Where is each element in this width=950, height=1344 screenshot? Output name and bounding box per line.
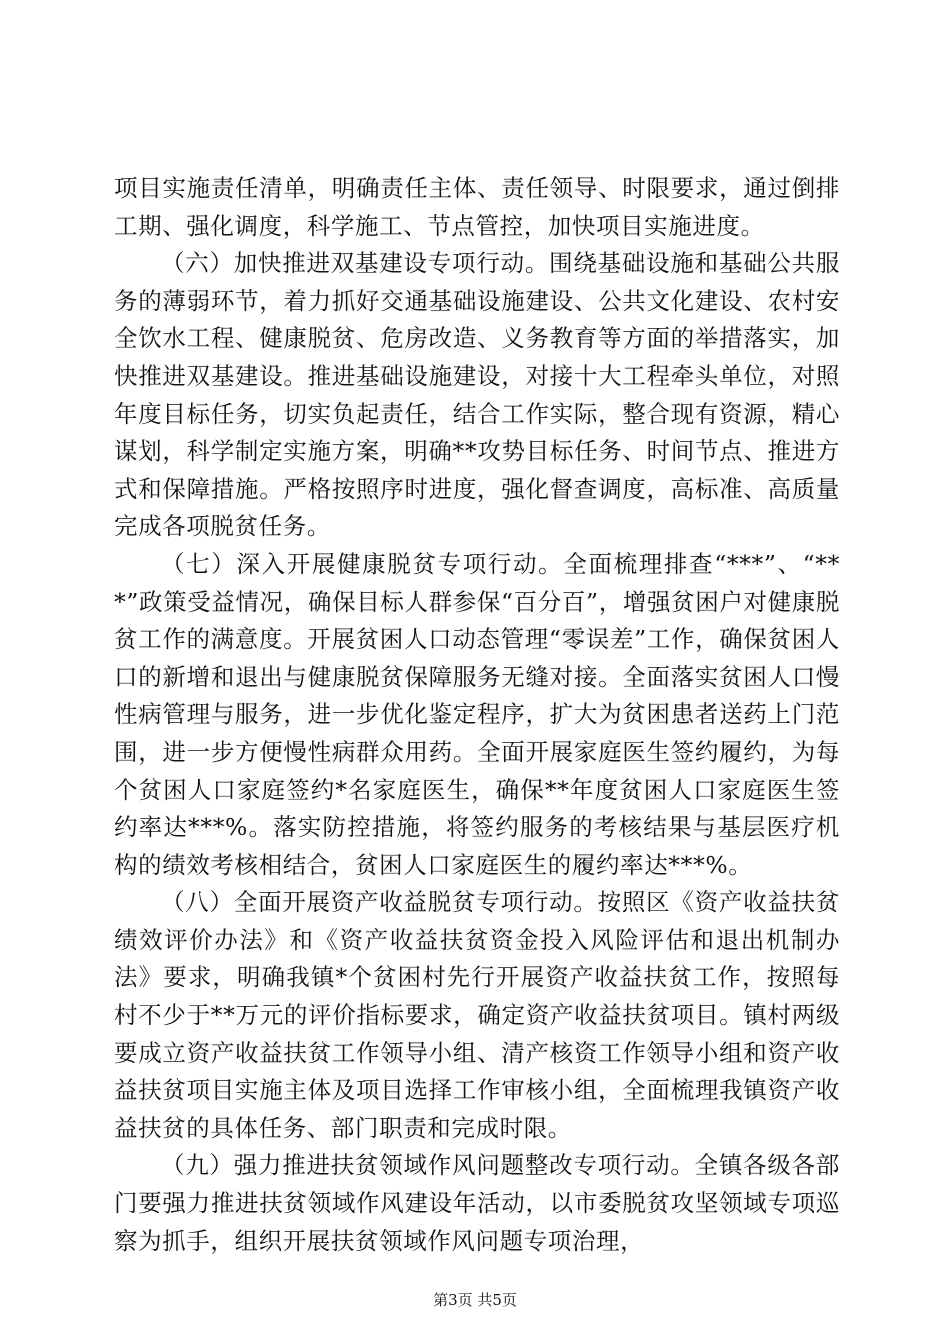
paragraph-continuation: 项目实施责任清单，明确责任主体、责任领导、时限要求，通过倒排工期、强化调度，科学施工、节点管控，加快项目实施进度。 xyxy=(114,174,840,240)
paragraph-section-6: （六）加快推进双基建设专项行动。围绕基础设施和基础公共服务的薄弱环节，着力抓好交通基础设施建设、公共文化建设、农村安全饮水工程、健康脱贫、危房改造、义务教育等方面的举措落实，加快推进双基建设。推进基础设施建设，对接十大工程牵头单位，对照年度目标任务，切实负起责任，结合工作实际，整合现有资源，精心谋划，科学制定实施方案，明确**攻势目标任务、时间节点、推进方式和保障措施。严格按照序时进度，强化督查调度，高标准、高质量完成各项脱贫任务。 xyxy=(114,249,840,541)
paragraph-section-7: （七）深入开展健康脱贫专项行动。全面梳理排查“***”、“***”政策受益情况，确保目标人群参保“百分百”，增强贫困户对健康脱贫工作的满意度。开展贫困人口动态管理“零误差”工作，确保贫困人口的新增和退出与健康脱贫保障服务无缝对接。全面落实贫困人口慢性病管理与服务，进一步优化鉴定程序，扩大为贫困患者送药上门范围，进一步方便慢性病群众用药。全面开展家庭医生签约履约，为每个贫困人口家庭签约*名家庭医生，确保**年度贫困人口家庭医生签约率达***%。落实防控措施，将签约服务的考核结果与基层医疗机构的绩效考核相结合，贫困人口家庭医生的履约率达***%。 xyxy=(114,549,840,879)
paragraph-section-8: （八）全面开展资产收益脱贫专项行动。按照区《资产收益扶贫绩效评价办法》和《资产收益扶贫资金投入风险评估和退出机制办法》要求，明确我镇*个贫困村先行开展资产收益扶贫工作，按照每村不少于**万元的评价指标要求，确定资产收益扶贫项目。镇村两级要成立资产收益扶贫工作领导小组、清产核资工作领导小组和资产收益扶贫项目实施主体及项目选择工作审核小组，全面梳理我镇资产收益扶贫的具体任务、部门职责和完成时限。 xyxy=(114,888,840,1142)
paragraph-section-9: （九）强力推进扶贫领域作风问题整改专项行动。全镇各级各部门要强力推进扶贫领域作风建设年活动，以市委脱贫攻坚领域专项巡察为抓手，组织开展扶贫领域作风问题专项治理， xyxy=(114,1151,840,1255)
document-body xyxy=(114,170,840,1260)
page-number-footer: 第3页 共5页 xyxy=(433,1291,517,1309)
